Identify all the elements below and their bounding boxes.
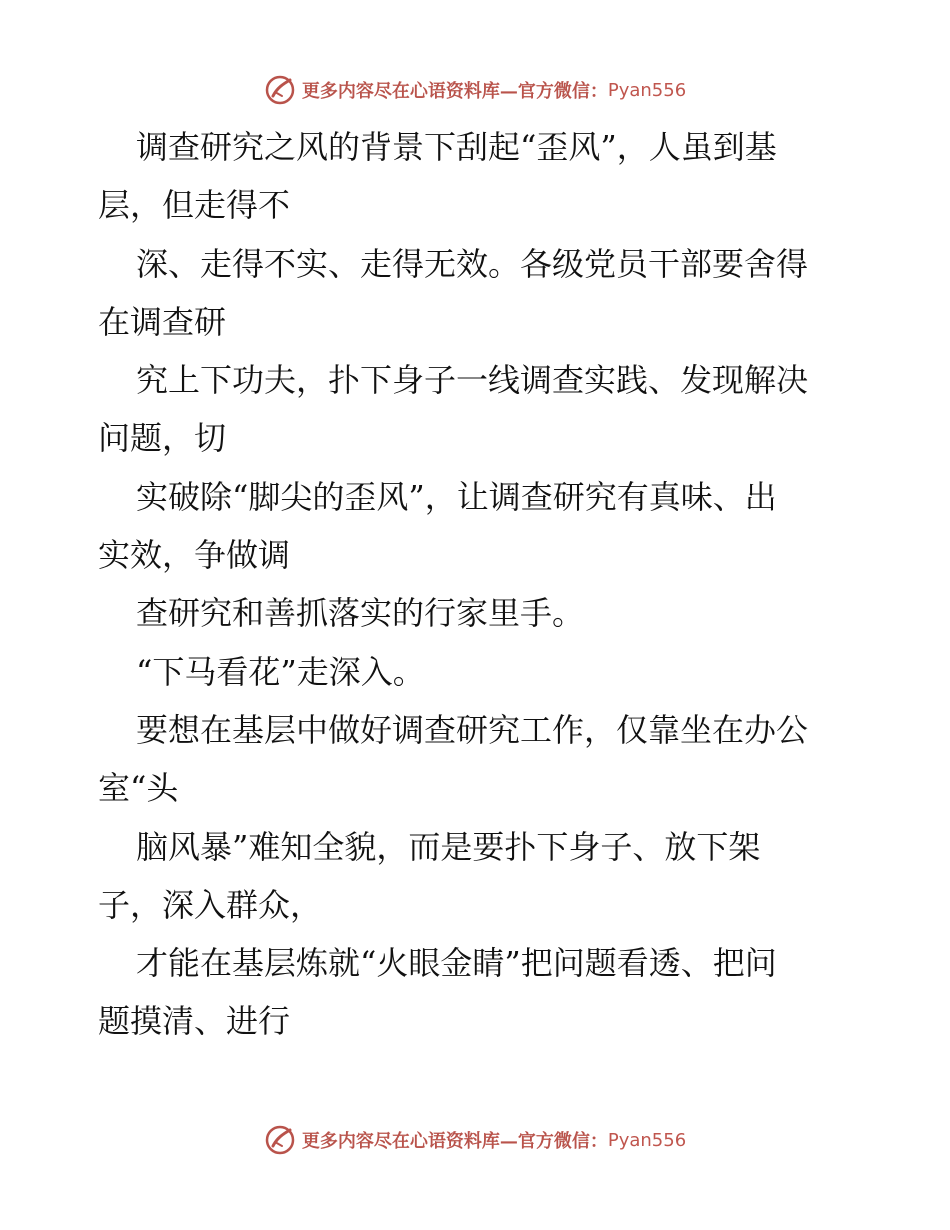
- brand-logo-icon: [264, 1124, 296, 1156]
- paragraph-line: 题摸清、进行: [98, 1002, 291, 1041]
- paragraph-line: 查研究和善抓落实的行家里手。: [136, 594, 585, 633]
- footer-wechat-id: Pyan556: [607, 1129, 687, 1151]
- paragraph-line: 调查研究之风的背景下刮起“歪风”，人虽到基: [136, 128, 777, 166]
- brand-logo-icon: [264, 74, 296, 106]
- paragraph-line: 深、走得不实、走得无效。各级党员干部要舍得: [136, 244, 809, 283]
- header-banner: [0, 70, 950, 110]
- paragraph-line: 脑风暴”难知全貌，而是要扑下身子、放下架: [136, 827, 761, 866]
- paragraph-line: 问题，切: [98, 419, 227, 458]
- section-heading: “下马看花”走深入。: [136, 652, 425, 691]
- paragraph-line: 要想在基层中做好调查研究工作，仅靠坐在办公: [136, 710, 809, 749]
- paragraph-line: 才能在基层炼就“火眼金睛”把问题看透、把问: [136, 944, 777, 983]
- header-wechat-id: Pyan556: [607, 79, 687, 101]
- paragraph-line: 究上下功夫，扑下身子一线调查实践、发现解决: [136, 361, 809, 400]
- header-brand-text: 更多内容尽在心语资料库—官方微信：: [301, 81, 608, 102]
- paragraph-line: 室“头: [98, 769, 179, 808]
- document-body: [98, 118, 858, 1051]
- paragraph-line: 子，深入群众，: [98, 885, 323, 924]
- footer-banner: [0, 1120, 950, 1160]
- paragraph-line: 实效，争做调: [98, 536, 291, 575]
- paragraph-line: 层，但走得不: [98, 186, 291, 225]
- paragraph-line: 实破除“脚尖的歪风”，让调查研究有真味、出: [136, 477, 777, 516]
- footer-brand-text: 更多内容尽在心语资料库—官方微信：: [301, 1131, 608, 1152]
- paragraph-line: 在调查研: [98, 302, 227, 341]
